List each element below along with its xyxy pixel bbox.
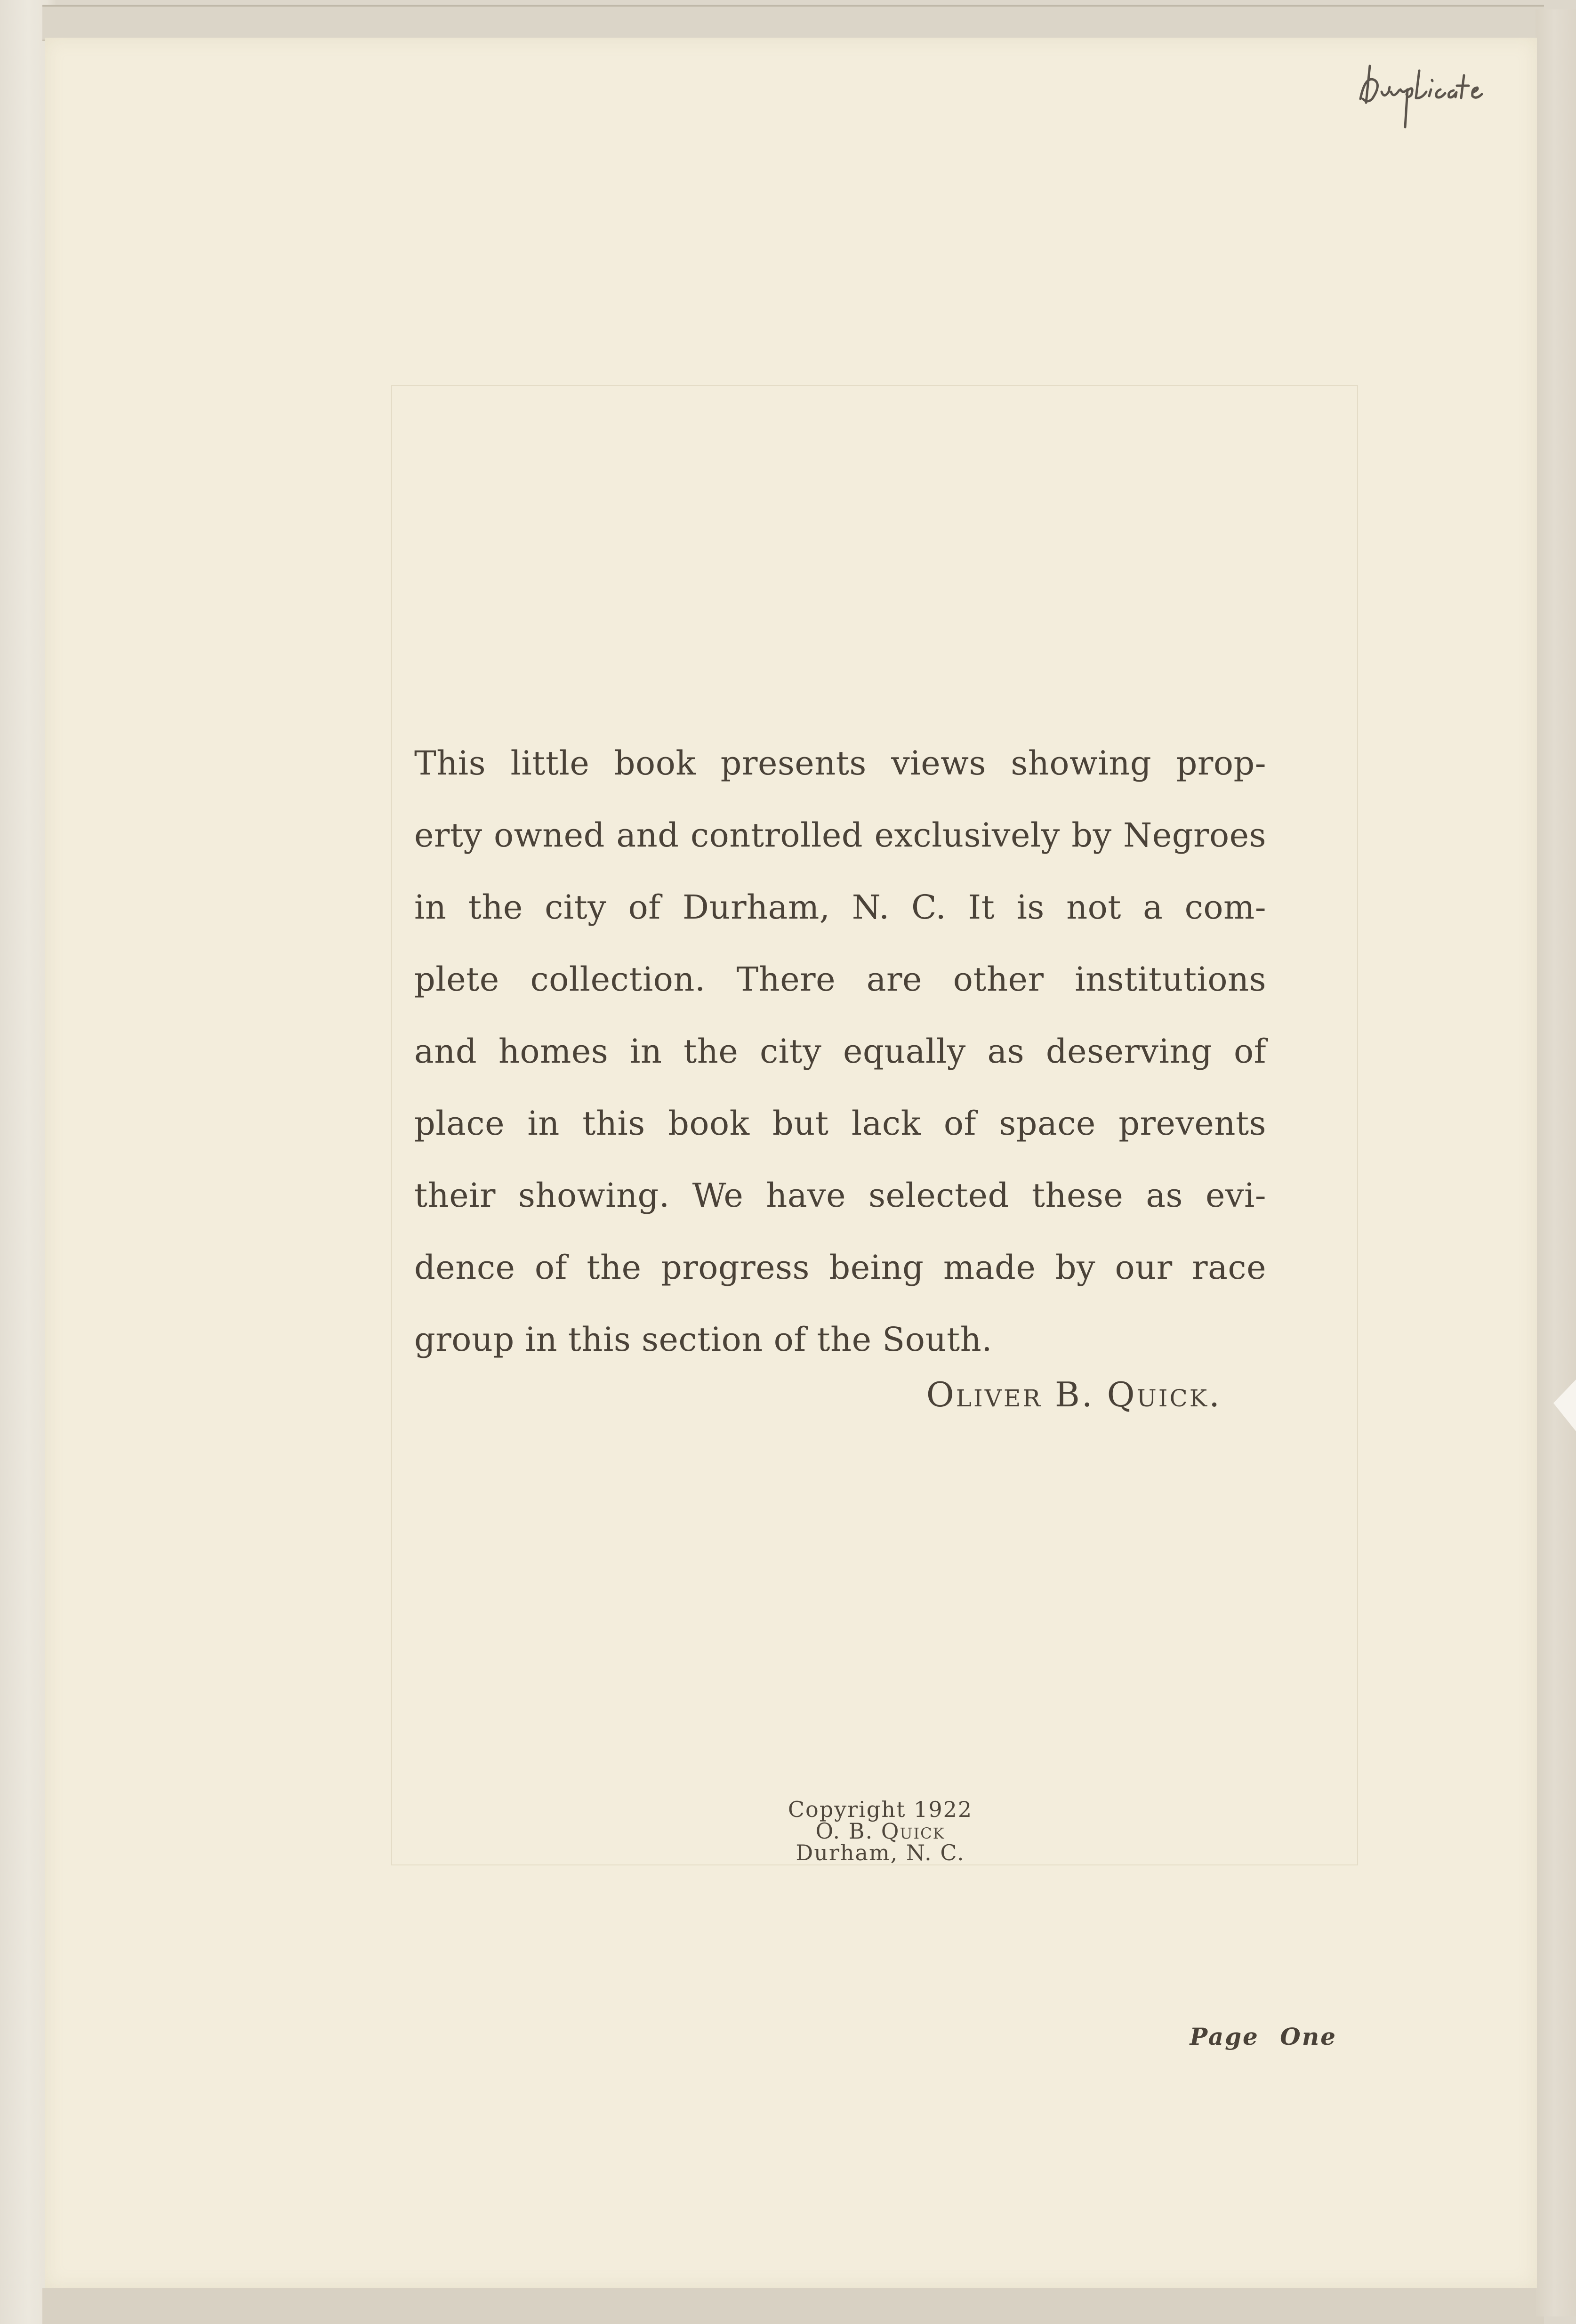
copyright-holder: O. B. Quick (815, 1818, 945, 1844)
paragraph-line: their showing. We have selected these as evi- (414, 1176, 1266, 1215)
copyright-location: Durham, N. C. (796, 1840, 965, 1865)
paragraph-line: dence of the progress being made by our race (414, 1248, 1266, 1287)
paragraph-line: This little book presents views showing prop- (414, 744, 1266, 783)
paragraph-line: erty owned and controlled exclusively by Negroes (414, 816, 1266, 855)
paragraph-line: plete collection. There are other institutions (414, 960, 1266, 999)
handwritten-note (1356, 47, 1535, 141)
cover-bottom-edge (42, 2288, 1544, 2324)
copyright-year: Copyright 1922 (788, 1797, 973, 1822)
cover-right-edge (1536, 9, 1576, 2316)
cover-top-edge (42, 5, 1544, 41)
copyright-block (730, 1799, 1031, 1864)
paragraph-line: in the city of Durham, N. C. It is not a com- (414, 888, 1266, 927)
author-signature: Oliver B. Quick. (926, 1375, 1222, 1414)
handwritten-duplicate-icon (1356, 47, 1535, 141)
page-tear (1544, 1380, 1576, 1431)
paragraph-line: group in this section of the South. (414, 1320, 992, 1359)
intro-paragraph (414, 727, 1266, 1376)
paragraph-line: and homes in the city equally as deserving of (414, 1032, 1266, 1071)
page-number: Page One (1190, 2023, 1337, 2050)
paragraph-line: place in this book but lack of space prevents (414, 1104, 1266, 1143)
